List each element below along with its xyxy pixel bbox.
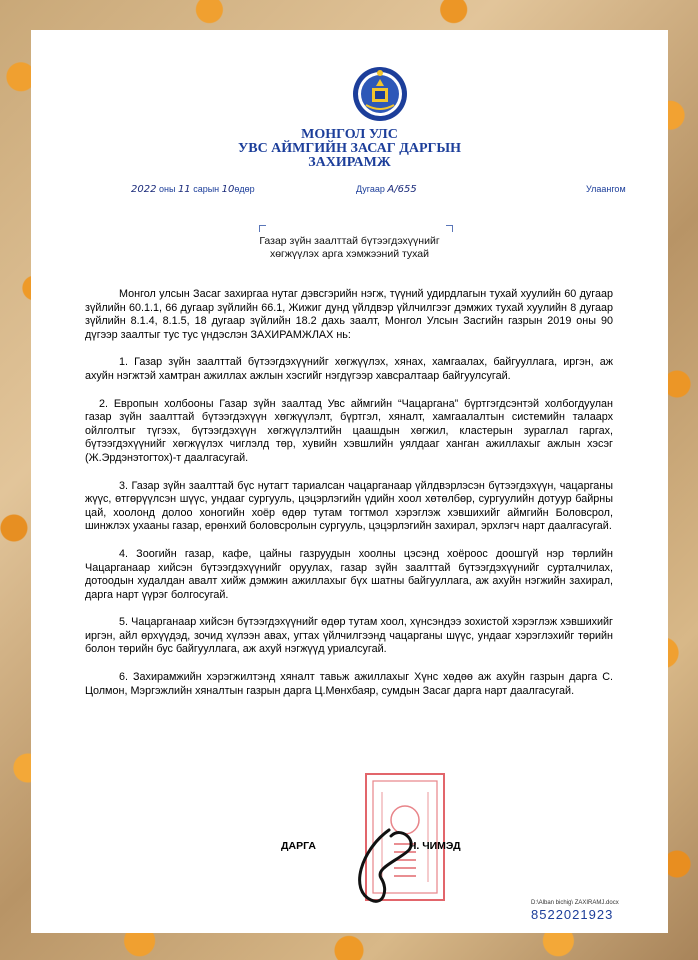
- order-item-3: 3. Газар зүйн заалттай бүс нутагт тариалсан чацарганаар үйлдвэрлэсэн бүтээгдэхүүн, чацарганы жүүс, өтгөрүүлсэн шүүс, ундааг сургууль, цэцэрлэгийн үдийн хоол хөтөлбөр, сургуулийн дотуур байрны цай, хоолонд долоо хоногийн хоёр өдөр тутам тогтмол хэрэглэж хэвшихийг аймгийн Боловсрол, шинжлэх ухааны газар, ерөнхий боловсролын сургууль, цэцэрлэгийн захирал, эрхлэгч нарт даалгасугай.: [85, 479, 613, 533]
- place-field: Улаангом: [586, 184, 626, 194]
- document-sheet: [31, 30, 668, 933]
- barcode-number: 8522021923: [531, 907, 614, 922]
- header-line-1: МОНГОЛ УЛС: [301, 127, 398, 142]
- subject-line-1: Газар зүйн заалттай бүтээгдэхүүнийг: [259, 235, 440, 247]
- subject-title: [31, 235, 668, 261]
- header-line-2: УВС АЙМГИЙН ЗАСАГ ДАРГЫН: [237, 141, 462, 156]
- subject-bracket-left: [259, 225, 266, 232]
- order-number: A/655: [387, 184, 417, 195]
- date-day: 10: [221, 184, 235, 195]
- date-month-suffix: сарын: [193, 184, 220, 194]
- handwritten-signature: [331, 820, 451, 910]
- file-path: D:\Alban bichig\ ZAXIRAMJ.docx: [531, 900, 619, 906]
- order-item-1: 1. Газар зүйн заалттай бүтээгдэхүүнийг хөгжүүлэх, хянах, хамгаалах, байгууллага, иргэн, аж ахуйн нэгжтэй хамтран ажиллах ажлын хэсгийг нэгдүгээр хавсралтаар байгуулсугай.: [85, 356, 613, 382]
- number-label: Дугаар: [356, 184, 385, 194]
- header-line-3: ЗАХИРАМЖ: [308, 155, 391, 170]
- state-emblem-icon: [351, 65, 409, 123]
- order-item-4: 4. Зоогийн газар, кафе, цайны газруудын хоолны цэсэнд хоёроос доошгүй нэр төрлийн Чацарганаар хийсэн бүтээгдэхүүнийг оруулах, газар зүйн заалттай бүтээгдэхүүнийг сурталчилах, дотоодын худалдан авалт хийж дэмжин ажиллахыг бүх шатны байгууллага, аж ахуйн нэгжийн захирал, дарга нарт үүрэг болгосугай.: [85, 547, 613, 601]
- signatory-name: Ч. ЧИМЭД: [409, 840, 461, 852]
- date-day-suffix: өдөр: [234, 184, 255, 194]
- number-field: [356, 184, 417, 195]
- subject-line-2: хөгжүүлэх арга хэмжээний тухай: [269, 248, 430, 260]
- order-item-2: 2. Европын холбооны Газар зүйн заалтад Увс аймгийн “Чацаргана” бүртгэгдсэнтэй холбогдуулан газар зүйн заалттай бүтээгдэхүүн хөгжүүлэлт, бүртгэл, хяналт, хамгаалалтын системийн талаарх ойлголтыг түгээх, бүтээгдэхүүн хөгжүүлэлтийн цаашдын хөгжил, кластерын зураглал гаргах, бүтээгдэхүүнийг хөгжүүлэх чиглэлд төр, хувийн хэвшлийн уялдааг ханган ажиллахыг ажлын хэсэг (Ж.Эрдэнэтогтох)-т даалгасугай.: [85, 397, 613, 464]
- date-month: 11: [177, 184, 191, 195]
- order-item-6: 6. Захирамжийн хэрэгжилтэнд хяналт тавьж ажиллахыг Хүнс хөдөө аж ахуйн газрын дарга С. Цолмон, Мэргэжлийн хяналтын газрын дарга Ц.Мөнхбаяр, сумдын Засаг дарга нарт даалгасугай.: [85, 671, 613, 697]
- date-year-suffix: оны: [158, 184, 176, 194]
- order-item-5: 5. Чацарганаар хийсэн бүтээгдэхүүнийг өдөр тутам хоол, хүнсэндээ зохистой хэрэглэж хэвшихийг иргэн, айл өрхүүдэд, зочид хүлээн авах, угтах үйлчилгээнд чацарганы шүүс, ундааг хэрэглэхийг төрийн болон төрийн бус байгууллага, аж ахуй нэгжүүд уриалсугай.: [85, 616, 613, 656]
- intro-paragraph: Монгол улсын Засаг захиргаа нутаг дэвсгэрийн нэгж, түүний удирдлагын тухай хуулийн 60 дугаар зүйлийн 60.1.1, 66 дугаар зүйлийн 66.1, Жижиг дунд үйлдвэр үйлчилгээг дэмжих тухай хуулийн 8 дугаар зүйлийн 8.1.4, 8.1.5, 18 дугаар зүйлийн 18.2 дахь заалт, Монгол Улсын Засгийн газрын 2019 оны 90 дүгээр заалтыг тус тус үндэслэн ЗАХИРАМЖЛАХ нь:: [85, 288, 613, 341]
- document-body: [85, 288, 613, 712]
- subject-bracket-right: [446, 225, 453, 232]
- signatory-title: ДАРГА: [281, 840, 316, 852]
- date-field: [131, 184, 255, 195]
- date-year: 2022: [131, 184, 157, 195]
